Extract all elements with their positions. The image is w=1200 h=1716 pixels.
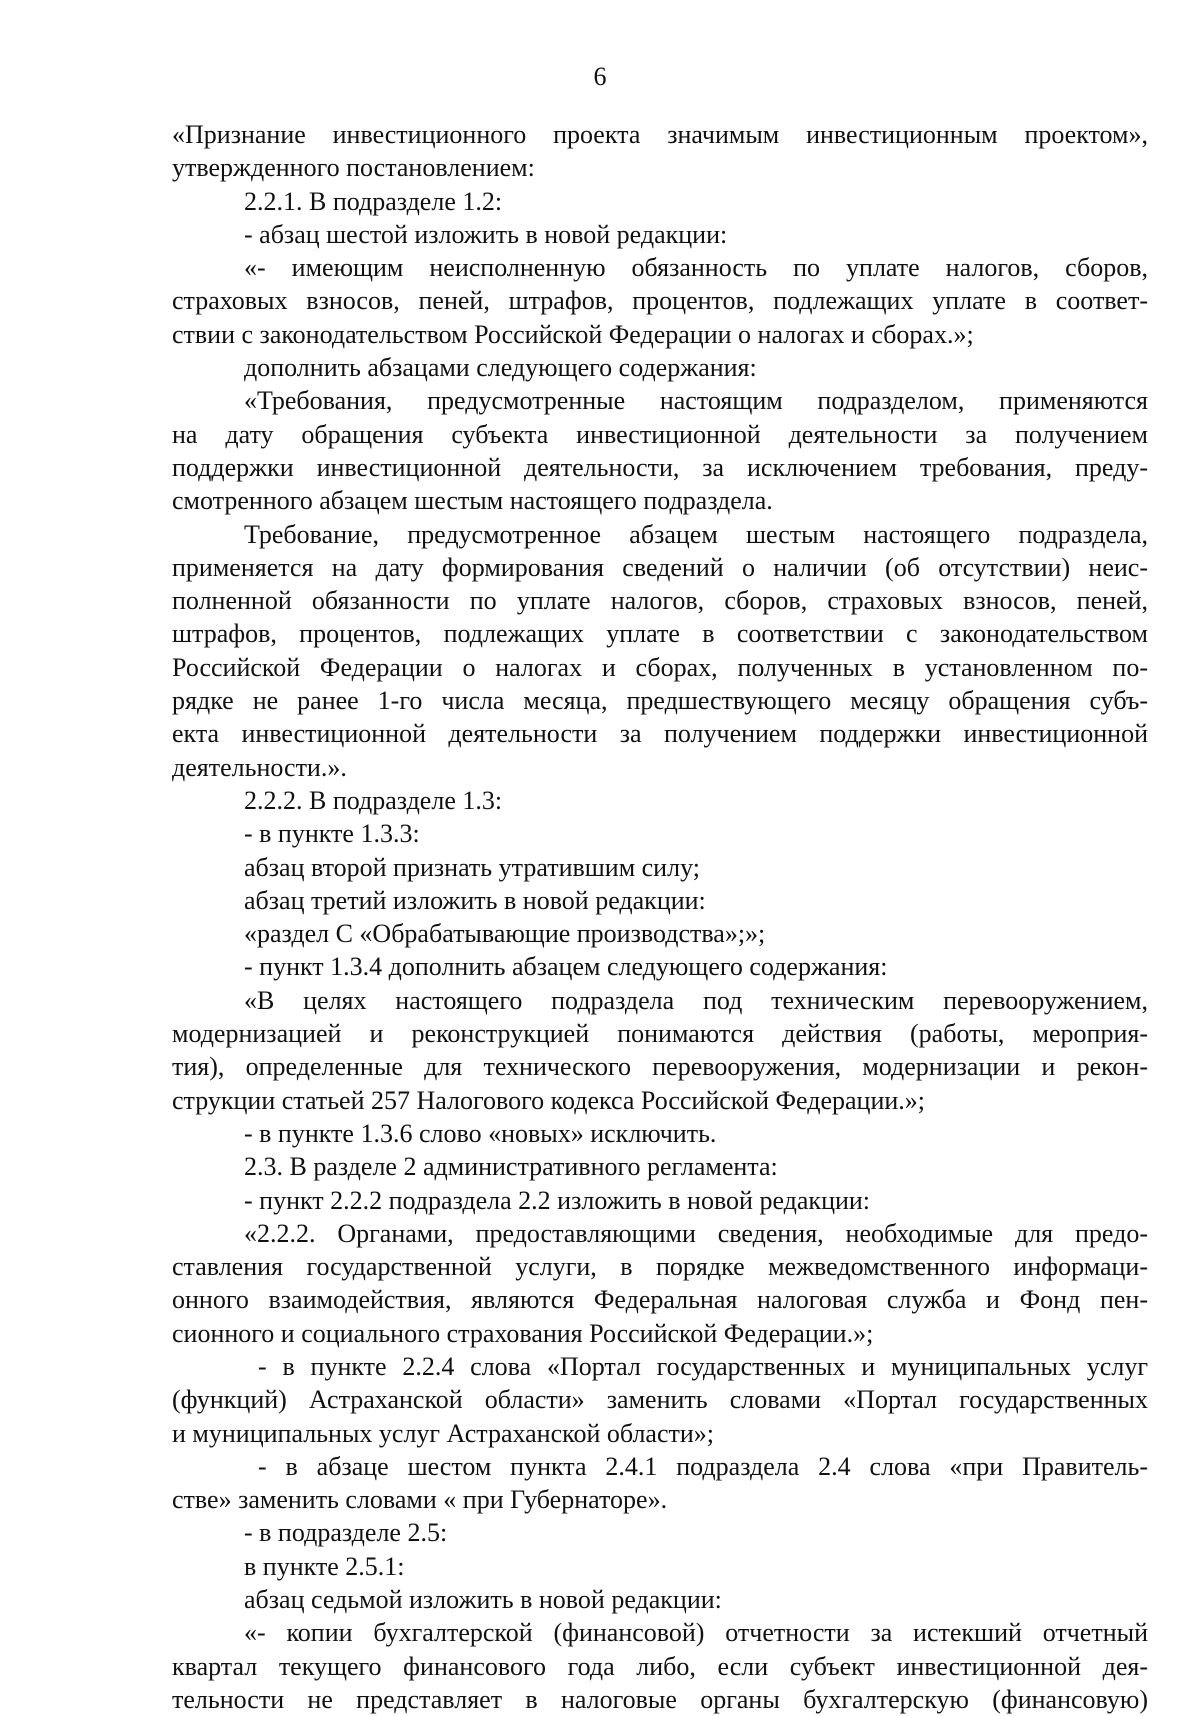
text-line: «- имеющим неисполненную обязанность по уплате налогов, сборов,: [244, 253, 1148, 283]
text-line: 2.2.2. В подразделе 1.3:: [244, 785, 503, 815]
text-line: поддержки инвестиционной деятельности, за исключением требования, преду-: [172, 452, 1148, 482]
text-line: - пункт 1.3.4 дополнить абзацем следующего содержания:: [244, 952, 888, 982]
text-line: абзац второй признать утратившим силу;: [244, 852, 700, 882]
text-line: дополнить абзацами следующего содержания:: [244, 353, 757, 383]
text-line: 2.2.1. В подразделе 1.2:: [244, 186, 503, 216]
text-line: - в пункте 2.2.4 слова «Портал государственных и муниципальных услуг: [258, 1351, 1148, 1381]
text-line: «Требования, предусмотренные настоящим подразделом, применяются: [244, 386, 1148, 416]
text-line: страховых взносов, пеней, штрафов, процентов, подлежащих уплате в соответ-: [172, 286, 1148, 316]
text-line: - в пункте 1.3.3:: [244, 819, 420, 849]
text-line: - в абзаце шестом пункта 2.4.1 подраздела 2.4 слова «при Правитель-: [258, 1451, 1148, 1481]
text-line: - пункт 2.2.2 подраздела 2.2 изложить в новой редакции:: [244, 1185, 871, 1215]
text-line: - в пункте 1.3.6 слово «новых» исключить.: [244, 1118, 717, 1148]
text-line: - абзац шестой изложить в новой редакции:: [244, 219, 728, 249]
text-line: Российской Федерации о налогах и сборах, полученных в установленном по-: [172, 652, 1148, 682]
text-line: утвержденного постановлением:: [172, 153, 535, 183]
text-line: - в подразделе 2.5:: [244, 1518, 448, 1548]
text-line: тия), определенные для технического перевооружения, модернизации и рекон-: [172, 1052, 1148, 1082]
text-line: штрафов, процентов, подлежащих уплате в соответствии с законодательством: [172, 619, 1148, 649]
text-line: тельности не представляет в налоговые органы бухгалтерскую (финансовую): [172, 1684, 1148, 1714]
text-line: квартал текущего финансового года либо, если субъект инвестиционной дея-: [172, 1651, 1148, 1681]
text-line: «2.2.2. Органами, предоставляющими сведения, необходимые для предо-: [244, 1218, 1148, 1248]
text-line: рядке не ранее 1-го числа месяца, предшествующего месяцу обращения субъ-: [172, 686, 1148, 716]
text-line: полненной обязанности по уплате налогов, сборов, страховых взносов, пеней,: [172, 586, 1148, 616]
text-line: деятельности.».: [172, 752, 347, 782]
text-line: (функций) Астраханской области» заменить словами «Портал государственных: [172, 1385, 1148, 1415]
text-line: струкции статьей 257 Налогового кодекса Российской Федерации.»;: [172, 1085, 926, 1115]
text-line: на дату обращения субъекта инвестиционной деятельности за получением: [172, 419, 1148, 449]
text-line: «- копии бухгалтерской (финансовой) отчетности за истекший отчетный: [244, 1618, 1148, 1648]
text-line: применяется на дату формирования сведений о наличии (об отсутствии) неис-: [172, 552, 1148, 582]
text-line: стве» заменить словами « при Губернаторе».: [172, 1485, 668, 1515]
text-line: «Признание инвестиционного проекта значимым инвестиционным проектом»,: [172, 120, 1148, 149]
text-line: в пункте 2.5.1:: [244, 1551, 405, 1581]
text-line: «раздел С «Обрабатывающие производства»;»;: [244, 919, 766, 949]
page-number: 6: [593, 62, 607, 91]
text-line: сионного и социального страхования Российской Федерации.»;: [172, 1318, 874, 1348]
text-line: абзац третий изложить в новой редакции:: [244, 885, 706, 915]
document-body: [172, 118, 1148, 1716]
text-line: Требование, предусмотренное абзацем шестым настоящего подраздела,: [244, 519, 1148, 549]
text-line: модернизацией и реконструкцией понимаются действия (работы, мероприя-: [172, 1019, 1148, 1049]
text-line: ствии с законодательством Российской Федерации о налогах и сборах.»;: [172, 319, 974, 349]
text-line: абзац седьмой изложить в новой редакции:: [244, 1585, 722, 1615]
text-line: екта инвестиционной деятельности за получением поддержки инвестиционной: [172, 719, 1148, 749]
text-line: ставления государственной услуги, в порядке межведомственного информаци-: [172, 1252, 1148, 1282]
text-line: и муниципальных услуг Астраханской области»;: [172, 1418, 715, 1448]
text-line: смотренного абзацем шестым настоящего подраздела.: [172, 486, 773, 516]
text-line: онного взаимодействия, являются Федеральная налоговая служба и Фонд пен-: [172, 1285, 1148, 1315]
text-line: «В целях настоящего подраздела под техническим перевооружением,: [244, 985, 1148, 1015]
text-line: 2.3. В разделе 2 административного регламента:: [244, 1152, 778, 1182]
